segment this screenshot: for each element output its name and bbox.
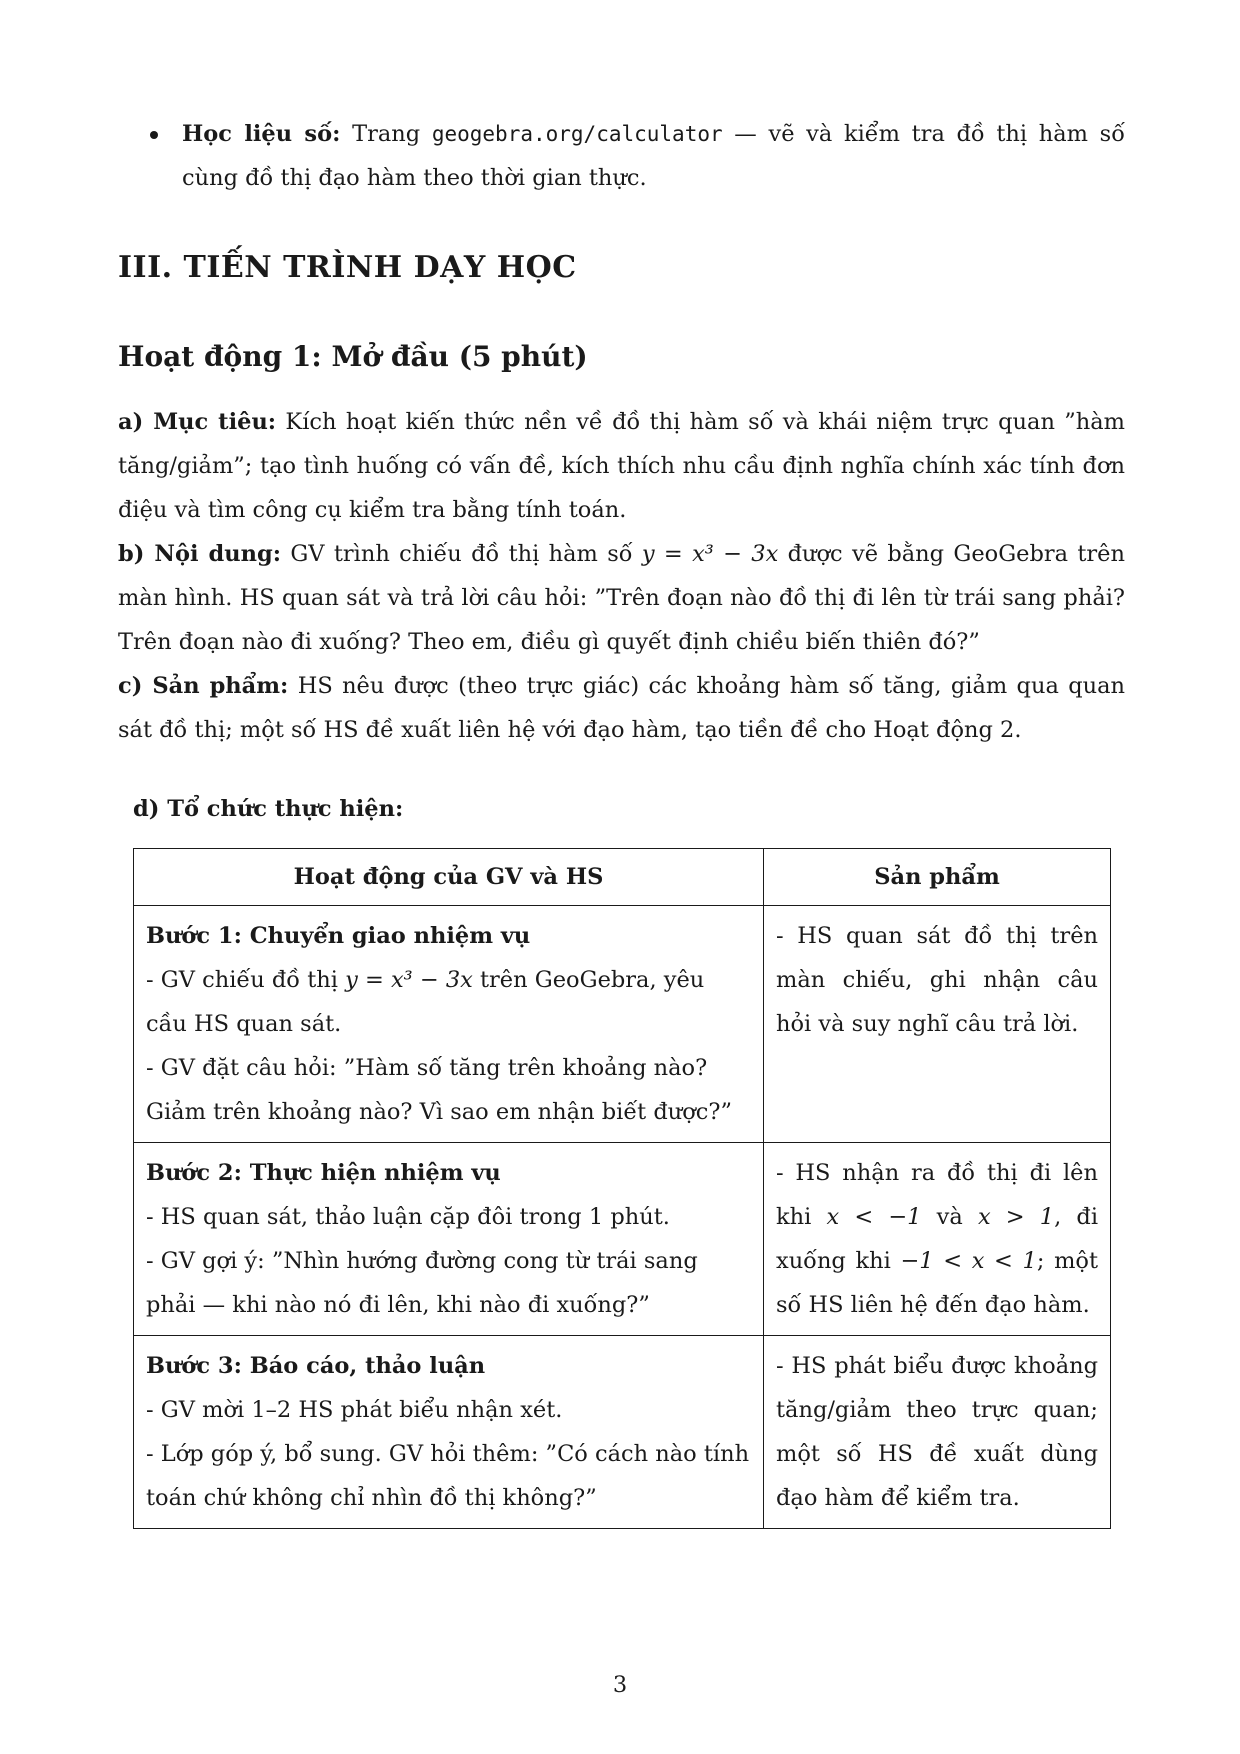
content-text-1: GV trình chiếu đồ thị hàm số: [281, 541, 642, 567]
content-label: b) Nội dung:: [118, 541, 281, 567]
bullet-text-1: Trang: [340, 121, 432, 147]
step-3-product: - HS phát biểu được khoảng tăng/giảm theo trực quan; một số HS đề xuất dùng đạo hàm để kiểm tra.: [764, 1336, 1111, 1529]
step-1-line-1-b: trên GeoGebra, yêu cầu HS quan sát.: [146, 967, 705, 1037]
step-2-cell: [134, 1143, 764, 1336]
step-2-product-c: , đi xuống khi: [776, 1204, 1099, 1274]
header-activities: Hoạt động của GV và HS: [134, 849, 764, 906]
step-1-math: y = x³ − 3x: [345, 967, 473, 993]
product-text: HS nêu được (theo trực giác) các khoảng hàm số tăng, giảm qua quan sát đồ thị; một số HS đề xuất liên hệ với đạo hàm, tạo tiền đề cho Hoạt động 2.: [118, 673, 1125, 743]
step-2-product-a: - HS nhận ra đồ thị đi lên khi: [776, 1160, 1098, 1230]
step-1-line-1-a: - GV chiếu đồ thị: [146, 967, 346, 993]
activity-title: Hoạt động 1: Mở đầu (5 phút): [118, 340, 588, 373]
page-number: 3: [612, 1672, 628, 1698]
content-text-2: được vẽ bằng GeoGebra trên màn hình. HS quan sát và trả lời câu hỏi: ”Trên đoạn nào đồ thị đi lên từ trái sang phải? Trên đoạn nào đi xuống? Theo em, điều gì quyết định chiều biến thiên đó?”: [118, 541, 1125, 655]
step-2-product-d: ; một số HS liên hệ đến đạo hàm.: [776, 1248, 1098, 1318]
step-1-product: - HS quan sát đồ thị trên màn chiếu, ghi nhận câu hỏi và suy nghĩ câu trả lời.: [764, 906, 1111, 1143]
step-3-cell: [134, 1336, 764, 1529]
step-2-product: [764, 1143, 1111, 1336]
content-math: y = x³ − 3x: [641, 541, 779, 567]
organization-heading: d) Tổ chức thực hiện:: [133, 796, 404, 822]
product-label: c) Sản phẩm:: [118, 673, 289, 699]
objective-text: Kích hoạt kiến thức nền về đồ thị hàm số và khái niệm trực quan ”hàm tăng/giảm”; tạo tình huống có vấn đề, kích thích nhu cầu định nghĩa chính xác tính đơn điệu và tìm công cụ kiểm tra bằng tính toán.: [118, 409, 1125, 523]
activity-table: [133, 848, 1111, 1529]
step-2-product-b: và: [921, 1204, 978, 1230]
materials-bullet: [150, 112, 1125, 200]
bullet-label: Học liệu số:: [182, 121, 341, 147]
table-row: [134, 906, 1111, 1143]
bullet-text-2: — vẽ và kiểm tra đồ thị hàm số cùng đồ thị đạo hàm theo thời gian thực.: [182, 121, 1125, 191]
section-title: III. TIẾN TRÌNH DẠY HỌC: [118, 250, 577, 285]
product-paragraph: [118, 664, 1125, 752]
table-row: [134, 1336, 1111, 1529]
step-2-line-2: - GV gợi ý: ”Nhìn hướng đường cong từ trái sang phải — khi nào nó đi lên, khi nào đi xuống?”: [146, 1248, 698, 1318]
objective-paragraph: [118, 400, 1125, 532]
step-1-line-1: [146, 958, 751, 1046]
step-2-math-1: x < −1: [826, 1204, 922, 1230]
bullet-body: [182, 112, 1125, 200]
step-3-line-2: - Lớp góp ý, bổ sung. GV hỏi thêm: ”Có cách nào tính toán chứ không chỉ nhìn đồ thị không?”: [146, 1441, 750, 1511]
step-2-math-2: x > 1: [977, 1204, 1055, 1230]
table-header-row: [134, 849, 1111, 906]
step-1-title: Bước 1: Chuyển giao nhiệm vụ: [146, 923, 531, 949]
bullet-icon: [150, 131, 158, 139]
step-2-math-3: −1 < x < 1: [900, 1248, 1037, 1274]
step-2-title: Bước 2: Thực hiện nhiệm vụ: [146, 1160, 501, 1186]
step-2-line-1: - HS quan sát, thảo luận cặp đôi trong 1 phút.: [146, 1204, 670, 1230]
step-3-title: Bước 3: Báo cáo, thảo luận: [146, 1353, 486, 1379]
header-products: Sản phẩm: [764, 849, 1111, 906]
objective-label: a) Mục tiêu:: [118, 409, 277, 435]
table-row: [134, 1143, 1111, 1336]
geogebra-url: geogebra.org/calculator: [431, 122, 723, 146]
content-paragraph: [118, 532, 1125, 664]
step-3-line-1: - GV mời 1–2 HS phát biểu nhận xét.: [146, 1397, 563, 1423]
step-1-cell: [134, 906, 764, 1143]
step-1-line-2: - GV đặt câu hỏi: ”Hàm số tăng trên khoảng nào? Giảm trên khoảng nào? Vì sao em nhận biết được?”: [146, 1055, 732, 1125]
